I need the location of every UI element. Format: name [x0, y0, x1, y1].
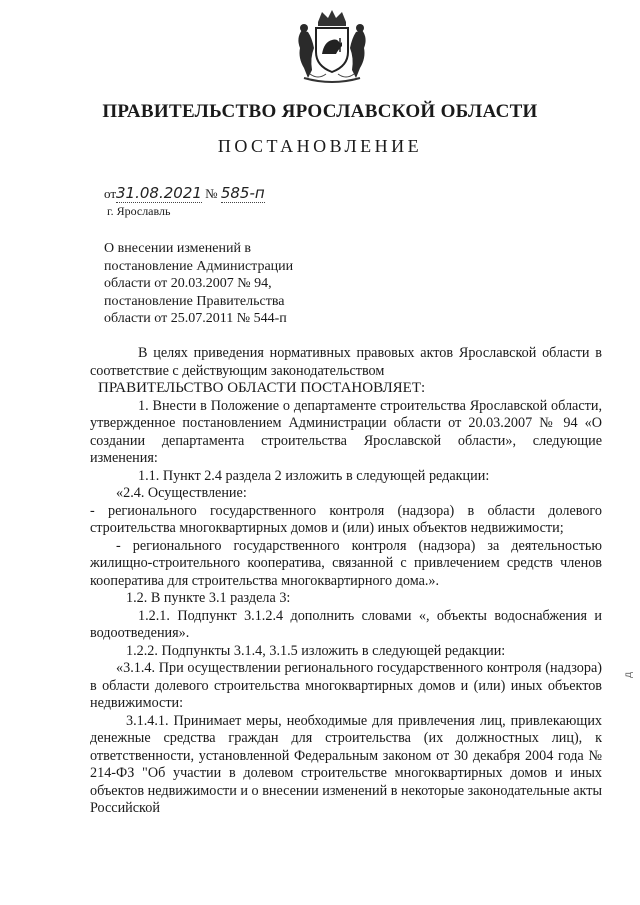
- subject-line: постановление Правительства: [104, 293, 285, 309]
- decree-body: [90, 345, 602, 818]
- coat-of-arms-icon: [288, 8, 376, 88]
- subject-line: области от 25.07.2011 № 544-п: [104, 311, 287, 327]
- government-title: ПРАВИТЕЛЬСТВО ЯРОСЛАВСКОЙ ОБЛАСТИ: [102, 101, 538, 122]
- subject-line: области от 20.03.2007 № 94,: [104, 276, 272, 292]
- margin-stamp: д: [623, 672, 634, 678]
- intro-paragraph: В целях приведения нормативных правовых актов Ярославской области в соответствие с действующим законодательством: [90, 345, 602, 379]
- dash-item-2: - регионального государственного контроля (надзора) за деятельностью жилищно-строительного кооператива, связанной с привлечением средств членов кооператива для строительства многоквартирного дома.».: [90, 537, 602, 589]
- paragraph-1: 1. Внести в Положение о департаменте строительства Ярославской области, утвержденное постановлением Администрации области от 20.03.2007 № 94 «О создании департамента строительства Ярославской области», следующие изменения:: [90, 397, 602, 466]
- paragraph-1-2-1: 1.2.1. Подпункт 3.1.2.4 дополнить словами «, объекты водоснабжения и водоотведения».: [90, 607, 602, 641]
- resolves-heading: ПРАВИТЕЛЬСТВО ОБЛАСТИ ПОСТАНОВЛЯЕТ:: [98, 380, 426, 396]
- paragraph-2-4: «2.4. Осуществление:: [116, 485, 247, 501]
- subject-line: О внесении изменений в: [104, 241, 252, 256]
- dash-item-1: - регионального государственного контроля (надзора) в области долевого строительства многоквартирных домов и (или) иных объектов недвижимости;: [90, 502, 602, 536]
- city: г. Ярославль: [107, 204, 171, 218]
- decree-date: 31.08.2021: [116, 184, 202, 202]
- paragraph-3-1-4: «3.1.4. При осуществлении регионального государственного контроля (надзора) в области долевого строительства многоквартирных домов и (или) иных объектов недвижимости:: [90, 660, 602, 711]
- paragraph-1-2: 1.2. В пункте 3.1 раздела 3:: [126, 590, 291, 606]
- subject-line: постановление Администрации: [104, 258, 294, 274]
- paragraph-1-2-2: 1.2.2. Подпункты 3.1.4, 3.1.5 изложить в следующей редакции:: [126, 642, 506, 659]
- number-prefix: №: [205, 186, 218, 201]
- document-type-title: ПОСТАНОВЛЕНИЕ: [217, 136, 423, 156]
- decree-subject: [104, 240, 384, 328]
- date-number-line: [104, 184, 265, 202]
- paragraph-3-1-4-1: 3.1.4.1. Принимает меры, необходимые для привлечения лиц, привлекающих денежные средства граждан для строительства (их должностных лиц), к ответственности, установленной Федеральным законом от 30 декабря 2004 года № 214-ФЗ "Об участии в долевом строительстве многоквартирных домов и иных объектов недвижимости и о внесении изменений в некоторые законодательные акты Российской: [90, 712, 602, 816]
- date-prefix: от: [104, 186, 117, 201]
- decree-number: 585-п: [220, 184, 265, 202]
- paragraph-1-1: 1.1. Пункт 2.4 раздела 2 изложить в следующей редакции:: [138, 467, 490, 484]
